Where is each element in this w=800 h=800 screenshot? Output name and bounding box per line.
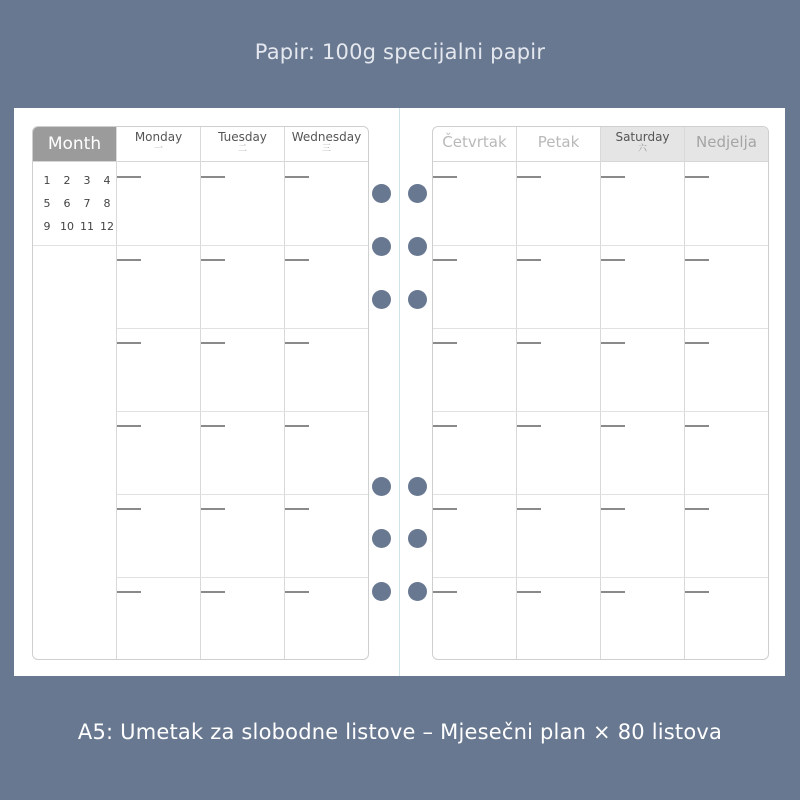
month-number: 3 xyxy=(83,174,91,187)
day-header-friday: Petak xyxy=(517,127,600,162)
binder-hole xyxy=(372,582,391,601)
date-dash xyxy=(685,425,709,427)
bottom-caption: A5: Umetak za slobodne listove – Mjesečni plan × 80 listova xyxy=(77,720,723,744)
binder-hole xyxy=(408,582,427,601)
day-header-thursday: Četvrtak xyxy=(433,127,516,162)
date-dash xyxy=(601,591,625,593)
date-dash xyxy=(433,425,457,427)
date-dash xyxy=(517,176,541,178)
date-dash xyxy=(601,259,625,261)
month-number-grid xyxy=(37,174,117,234)
day-header-saturday xyxy=(601,127,684,162)
grid-column-line xyxy=(516,127,517,659)
grid-row-line xyxy=(433,494,768,495)
binder-hole xyxy=(372,184,391,203)
date-dash xyxy=(285,508,309,510)
binder-hole xyxy=(372,477,391,496)
grid-column-line xyxy=(600,127,601,659)
date-dash xyxy=(517,591,541,593)
day-sub-label: 三 xyxy=(321,144,331,154)
month-number: 8 xyxy=(103,197,111,210)
date-dash xyxy=(117,591,141,593)
month-number: 12 xyxy=(100,220,114,233)
day-header-sunday: Nedjelja xyxy=(685,127,768,162)
month-number: 7 xyxy=(83,197,91,210)
date-dash xyxy=(117,259,141,261)
day-label: Saturday xyxy=(615,130,670,144)
grid-row-line xyxy=(433,577,768,578)
binder-hole xyxy=(408,290,427,309)
date-dash xyxy=(433,259,457,261)
date-dash xyxy=(517,425,541,427)
binder-hole xyxy=(408,184,427,203)
date-dash xyxy=(201,342,225,344)
date-dash xyxy=(685,342,709,344)
grid-row-line xyxy=(117,411,368,412)
month-header: Month xyxy=(33,127,116,162)
date-dash xyxy=(117,342,141,344)
date-dash xyxy=(117,508,141,510)
grid-row-line xyxy=(117,577,368,578)
grid-column-line xyxy=(116,127,117,659)
date-dash xyxy=(433,591,457,593)
date-dash xyxy=(601,176,625,178)
date-dash xyxy=(601,342,625,344)
day-sub-label: 六 xyxy=(637,144,647,154)
date-dash xyxy=(685,591,709,593)
grid-row-line xyxy=(117,328,368,329)
date-dash xyxy=(285,259,309,261)
day-header-monday xyxy=(117,127,200,162)
day-label: Tuesday xyxy=(218,130,267,144)
month-number: 10 xyxy=(60,220,74,233)
date-dash xyxy=(117,176,141,178)
date-dash xyxy=(201,508,225,510)
binder-hole xyxy=(408,477,427,496)
grid-row-line xyxy=(433,411,768,412)
date-dash xyxy=(117,425,141,427)
grid-column-line xyxy=(284,127,285,659)
binder-hole xyxy=(372,237,391,256)
date-dash xyxy=(433,176,457,178)
month-number: 5 xyxy=(43,197,51,210)
grid-column-line xyxy=(684,127,685,659)
binder-hole xyxy=(408,237,427,256)
date-dash xyxy=(433,342,457,344)
left-page-table xyxy=(32,126,369,660)
date-dash xyxy=(685,508,709,510)
date-dash xyxy=(685,176,709,178)
month-number: 4 xyxy=(103,174,111,187)
binder-hole xyxy=(372,529,391,548)
binder-hole xyxy=(372,290,391,309)
date-dash xyxy=(285,591,309,593)
date-dash xyxy=(601,508,625,510)
date-dash xyxy=(201,591,225,593)
date-dash xyxy=(201,176,225,178)
date-dash xyxy=(285,176,309,178)
date-dash xyxy=(517,508,541,510)
date-dash xyxy=(685,259,709,261)
month-number: 2 xyxy=(63,174,71,187)
day-label: Monday xyxy=(134,130,183,144)
month-number: 9 xyxy=(43,220,51,233)
date-dash xyxy=(201,425,225,427)
date-dash xyxy=(201,259,225,261)
month-number: 11 xyxy=(80,220,94,233)
grid-row-line xyxy=(117,494,368,495)
top-caption: Papir: 100g specijalni papir xyxy=(254,40,546,64)
month-number: 6 xyxy=(63,197,71,210)
date-dash xyxy=(517,259,541,261)
day-header-tuesday xyxy=(201,127,284,162)
center-fold-line xyxy=(399,108,400,676)
grid-row-line xyxy=(433,328,768,329)
date-dash xyxy=(601,425,625,427)
day-label: Wednesday xyxy=(291,130,362,144)
binder-hole xyxy=(408,529,427,548)
right-page-table xyxy=(432,126,769,660)
grid-row-line xyxy=(117,245,368,246)
day-sub-label: 二 xyxy=(237,144,247,154)
day-header-wednesday xyxy=(285,127,368,162)
grid-column-line xyxy=(200,127,201,659)
date-dash xyxy=(285,425,309,427)
date-dash xyxy=(517,342,541,344)
day-sub-label: 一 xyxy=(153,144,163,154)
grid-row-line xyxy=(433,245,768,246)
planner-paper xyxy=(14,108,785,676)
date-dash xyxy=(433,508,457,510)
date-dash xyxy=(285,342,309,344)
month-number: 1 xyxy=(43,174,51,187)
